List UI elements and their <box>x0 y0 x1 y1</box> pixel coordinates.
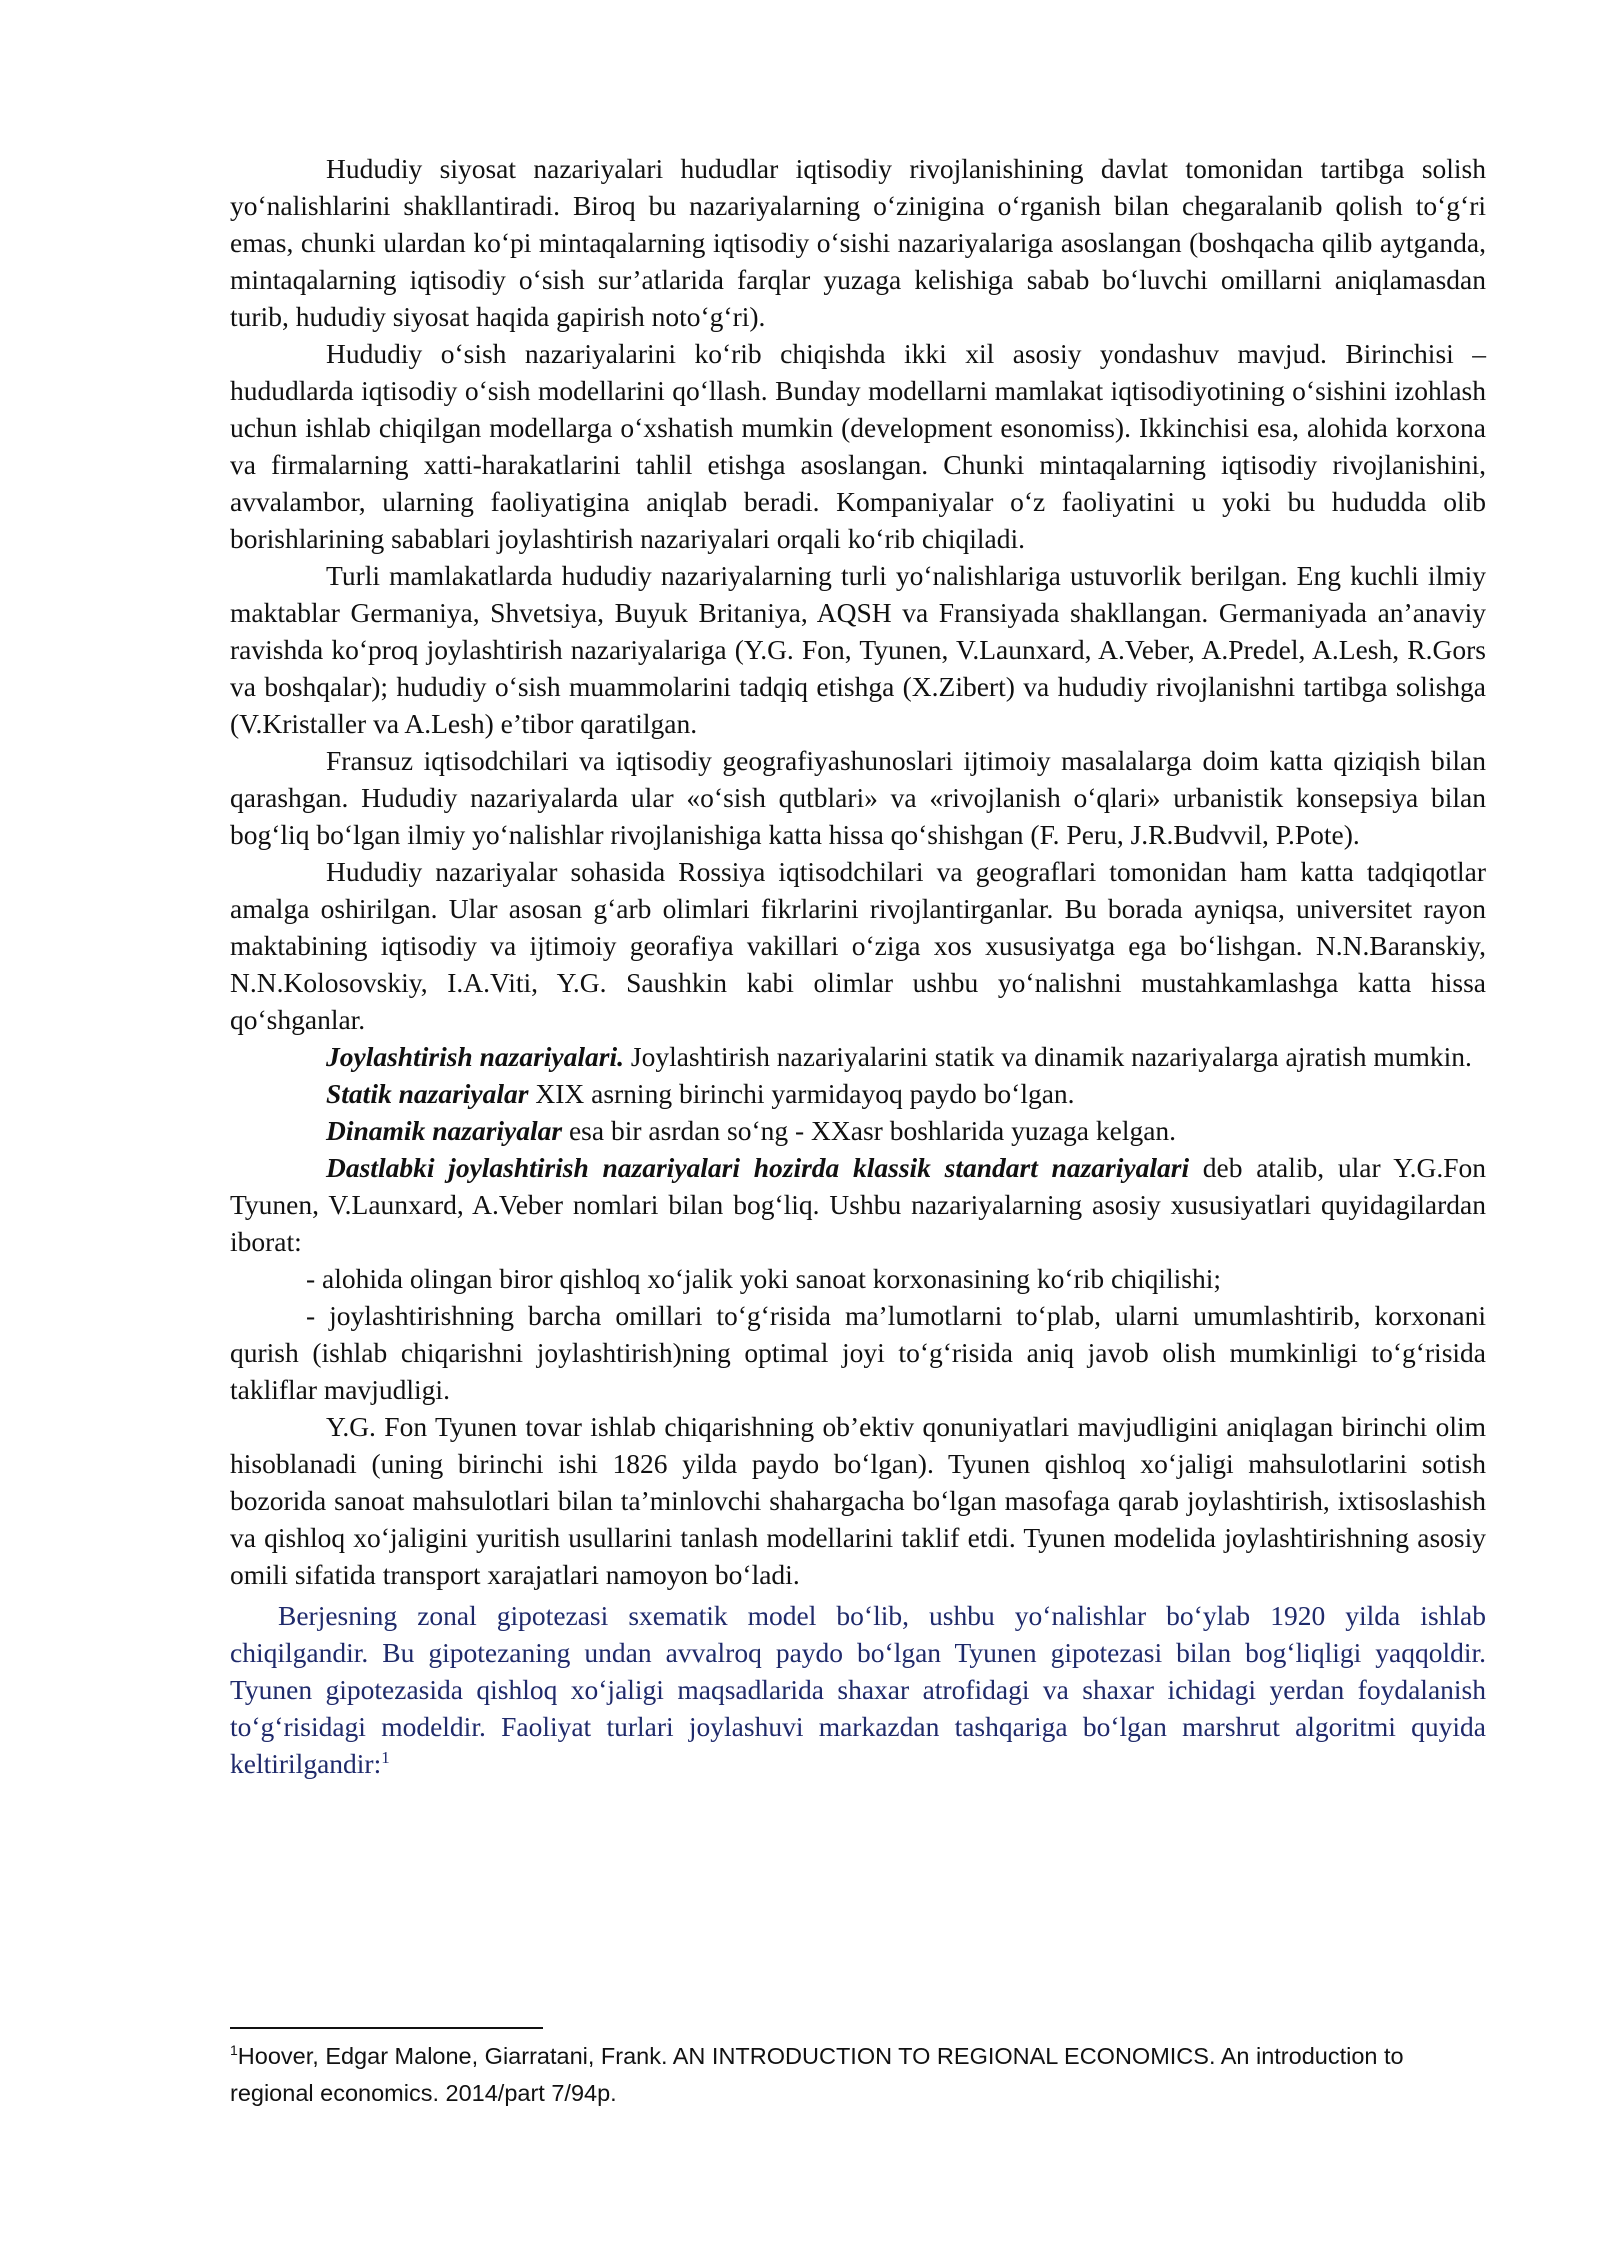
section-heading: Joylashtirish nazariyalari. <box>326 1041 624 1072</box>
term-static: Statik nazariyalar <box>326 1078 529 1109</box>
paragraph-8-text: esa bir asrdan so‘ng - XXasr boshlarida yuzaga kelgan. <box>562 1115 1177 1146</box>
term-dynamic: Dinamik nazariyalar <box>326 1115 563 1146</box>
paragraph-11 <box>230 1597 1486 1782</box>
paragraph-7 <box>230 1075 1486 1112</box>
document-body <box>230 150 1486 1782</box>
paragraph-7-text: XIX asrning birinchi yarmidayoq paydo bo‘lgan. <box>528 1078 1075 1109</box>
paragraph-5: Hududiy nazariyalar sohasida Rossiya iqtisodchilari va geograflari tomonidan ham katta tadqiqotlar amalga oshirilgan. Ular asosan g‘arb olimlari fikrlarini rivojlantirganlar. Bu borada ayniqsa, universitet rayon maktabining iqtisodiy va ijtimoiy georafiya vakillari o‘ziga xos xususiyatga ega bo‘lishgan. N.N.Baranskiy, N.N.Kolosovskiy, I.A.Viti, Y.G. Saushkin kabi olimlar ushbu yo‘nalishni mustahkamlashga katta hissa qo‘shganlar. <box>230 856 1486 1035</box>
paragraph-2: Hududiy o‘sish nazariyalarini ko‘rib chiqishda ikki xil asosiy yondashuv mavjud. Birinchisi – hududlarda iqtisodiy o‘sish modellarini qo‘llash. Bunday modellarni mamlakat iqtisodiyotining o‘sishini izohlash uchun ishlab chiqilgan modellarga o‘xshatish mumkin (development esonomiss). Ikkinchisi esa, alohida korxona va firmalarning xatti-harakatlarini tahlil etishga asoslangan. Chunki mintaqalarning iqtisodiy rivojlanishini, avvalambor, ularning faoliyatigina aniqlab beradi. Kompaniyalar o‘z faoliyatini u yoki bu hududda olib borishlarining sabablari joylashtirish nazariyalari orqali ko‘rib chiqiladi. <box>230 338 1486 554</box>
list-item: - alohida olingan biror qishloq xo‘jalik yoki sanoat korxonasining ko‘rib chiqilishi; <box>306 1263 1222 1294</box>
paragraph-1: Hududiy siyosat nazariyalari hududlar iqtisodiy rivojlanishining davlat tomonidan tartibga solish yo‘nalishlarini shakllantiradi. Biroq bu nazariyalarning o‘zinigina o‘rganish bilan chegaralanib qolish to‘g‘ri emas, chunki ulardan ko‘pi mintaqalarning iqtisodiy o‘sishi nazariyalariga asoslangan (boshqacha qilib aytganda, mintaqalarning iqtisodiy o‘sish sur’atlarida farqlar yuzaga kelishiga sabab bo‘luvchi omillarni aniqlamasdan turib, hududiy siyosat haqida gapirish noto‘g‘ri). <box>230 153 1486 332</box>
paragraph-10: Y.G. Fon Tyunen tovar ishlab chiqarishning ob’ektiv qonuniyatlari mavjudligini aniqlagan birinchi olim hisoblanadi (uning birinchi ishi 1826 yilda paydo bo‘lgan). Tyunen qishloq xo‘jaligi mahsulotlarini sotish bozorida sanoat mahsulotlari bilan ta’minlovchi shahargacha bo‘lgan masofaga qarab joylashtirish, ixtisoslashish va qishloq xo‘jaligini yuritish usullarini tanlash modellarini taklif etdi. Tyunen modelida joylashtirishning asosiy omili sifatida transport xarajatlari namoyon bo‘ladi. <box>230 1411 1486 1590</box>
paragraph-3: Turli mamlakatlarda hududiy nazariyalarning turli yo‘nalishlariga ustuvorlik berilgan. Eng kuchli ilmiy maktablar Germaniya, Shvetsiya, Buyuk Britaniya, AQSH va Fransiyada shakllangan. Germaniyada an’anaviy ravishda ko‘proq joylashtirish nazariyalariga (Y.G. Fon, Tyunen, V.Launxard, A.Veber, A.Predel, A.Lesh, R.Gors va boshqalar); hududiy o‘sish muammolarini tadqiq etishga (X.Zibert) va hududiy rivojlanishni tartibga solishga (V.Kristaller va A.Lesh) e’tibor qaratilgan. <box>230 560 1486 739</box>
list-item: - joylashtirishning barcha omillari to‘g‘risida ma’lumotlarni to‘plab, ularni umumlashtirib, korxonani qurish (ishlab chiqarishni joylashtirish)ning optimal joyi to‘g‘risida aniq javob olish mumkinligi to‘g‘risida takliflar mavjudligi. <box>230 1300 1486 1405</box>
paragraph-9-text: deb atalib, ular Y.G.Fon Tyunen, V.Launxard, A.Veber nomlari bilan bog‘liq. Ushbu nazariyalarning asosiy xususiyatlari quyidagilardan iborat: <box>230 1152 1487 1257</box>
footnote-divider <box>230 2027 543 2029</box>
paragraph-6 <box>230 1038 1486 1075</box>
paragraph-6-text: Joylashtirish nazariyalarini statik va dinamik nazariyalarga ajratish mumkin. <box>624 1041 1472 1072</box>
footnote-text: Hoover, Edgar Malone, Giarratani, Frank. AN INTRODUCTION TO REGIONAL ECONOMICS. An introduction to regional economics. 2014/part 7/94p. <box>230 2043 1404 2106</box>
term-classic: Dastlabki joylashtirish nazariyalari hozirda klassik standart nazariyalari <box>326 1152 1190 1183</box>
footnote <box>230 2038 1486 2112</box>
paragraph-11-text: Berjesning zonal gipotezasi sxematik model bo‘lib, ushbu yo‘nalishlar bo‘ylab 1920 yilda ishlab chiqilgandir. Bu gipotezaning undan avvalroq paydo bo‘lgan Tyunen gipotezasi bilan bog‘liqligi yaqqoldir. Tyunen gipotezasida qishloq xo‘jaligi maqsadlarida shaxar atrofidagi va shaxar ichidagi yerdan foydalanish to‘g‘risidagi modeldir. Faoliyat turlari joylashuvi markazdan tashqariga bo‘lgan marshrut algoritmi quyida keltirilgandir: <box>230 1600 1486 1779</box>
paragraph-9 <box>230 1149 1486 1260</box>
footnote-mark: 1 <box>230 2042 238 2059</box>
footnote-reference[interactable]: 1 <box>381 1747 390 1767</box>
paragraph-4: Fransuz iqtisodchilari va iqtisodiy geografiyashunoslari ijtimoiy masalalarga doim katta qiziqish bilan qarashgan. Hududiy nazariyalarda ular «o‘sish qutblari» va «rivojlanish o‘qlari» urbanistik konsepsiya bilan bog‘liq bo‘lgan ilmiy yo‘nalishlar rivojlanishiga katta hissa qo‘shishgan (F. Peru, J.R.Budvvil, P.Pote). <box>230 745 1486 850</box>
paragraph-8 <box>230 1112 1486 1149</box>
